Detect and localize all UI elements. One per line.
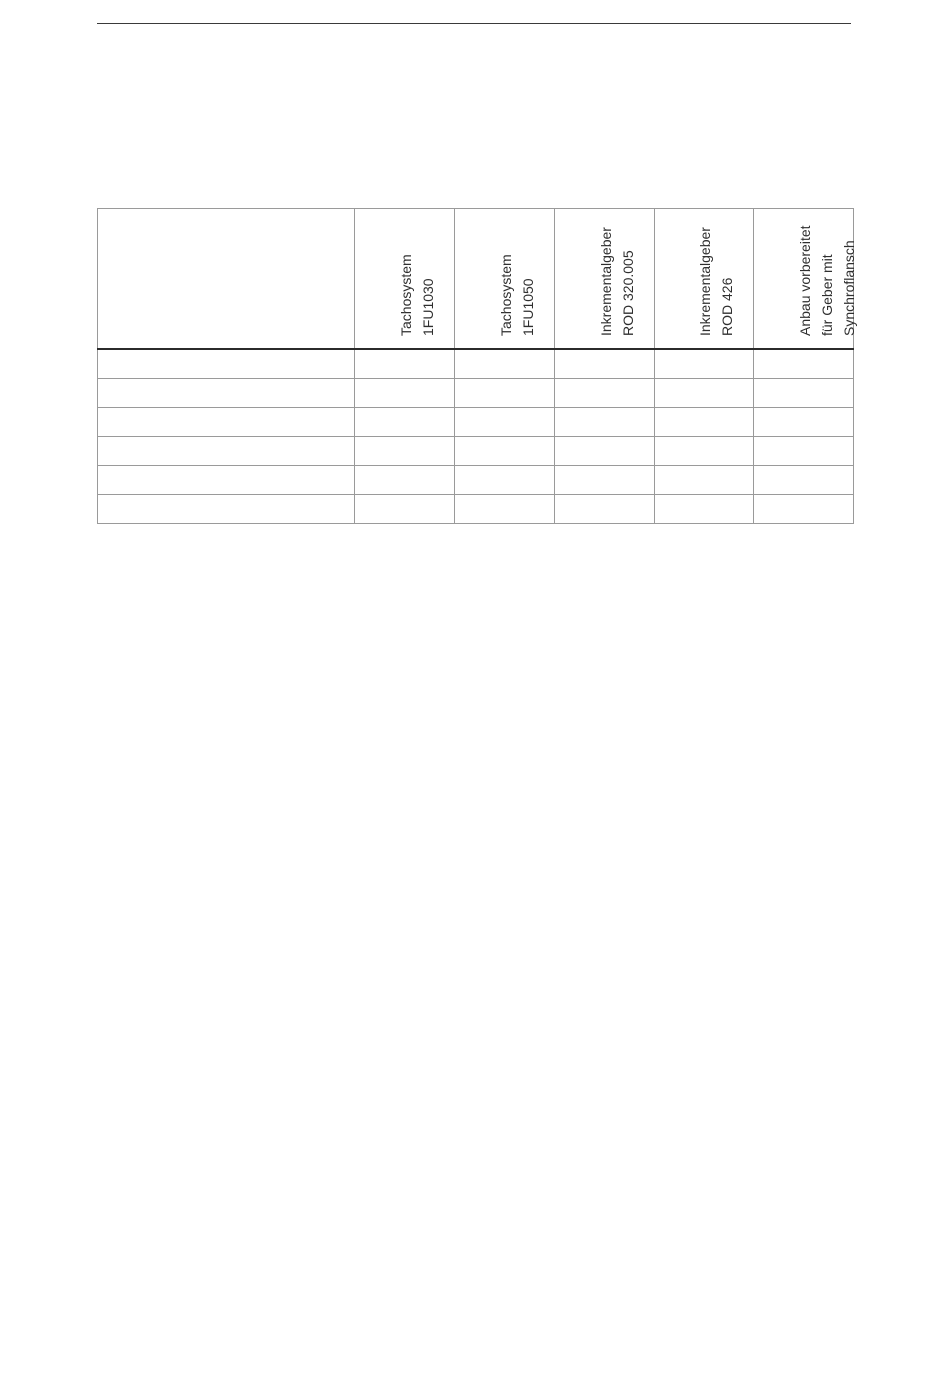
table-cell bbox=[355, 437, 455, 466]
table-cell bbox=[555, 379, 655, 408]
table-row bbox=[98, 437, 854, 466]
header-label: Inkrementalgeber ROD 320.005 bbox=[597, 227, 636, 336]
table-row bbox=[98, 379, 854, 408]
header-cell-inkrementalgeber-rod-320 bbox=[555, 209, 655, 350]
table-cell bbox=[754, 466, 854, 495]
table-cell bbox=[98, 495, 355, 524]
table-cell bbox=[455, 437, 555, 466]
header-label: Tachosystem 1FU1030 bbox=[397, 254, 436, 336]
table-cell bbox=[655, 379, 754, 408]
table-cell bbox=[754, 408, 854, 437]
header-cell-tachosystem-1fu1030 bbox=[355, 209, 455, 350]
table-cell bbox=[754, 437, 854, 466]
table-cell bbox=[555, 466, 655, 495]
table-row bbox=[98, 495, 854, 524]
table-cell bbox=[455, 495, 555, 524]
table-cell bbox=[355, 466, 455, 495]
table-cell bbox=[555, 495, 655, 524]
table-row bbox=[98, 466, 854, 495]
table-cell bbox=[655, 349, 754, 379]
table-cell bbox=[555, 408, 655, 437]
header-cell-inkrementalgeber-rod-426 bbox=[655, 209, 754, 350]
header-label: Tachosystem 1FU1050 bbox=[497, 254, 536, 336]
table-cell bbox=[455, 379, 555, 408]
table-cell bbox=[754, 379, 854, 408]
table-cell bbox=[754, 495, 854, 524]
table-cell bbox=[98, 466, 355, 495]
table-cell bbox=[655, 408, 754, 437]
header-cell-empty bbox=[98, 209, 355, 350]
table-cell bbox=[355, 349, 455, 379]
table-cell bbox=[98, 437, 355, 466]
table-cell bbox=[555, 349, 655, 379]
table-cell bbox=[455, 466, 555, 495]
table-cell bbox=[98, 408, 355, 437]
table-row bbox=[98, 408, 854, 437]
header-label: Inkrementalgeber ROD 426 bbox=[697, 227, 735, 336]
encoder-options-table bbox=[97, 208, 857, 524]
table-cell bbox=[655, 437, 754, 466]
table-cell bbox=[555, 437, 655, 466]
table-row bbox=[98, 349, 854, 379]
table-cell bbox=[655, 495, 754, 524]
table-cell bbox=[98, 349, 355, 379]
header-cell-tachosystem-1fu1050 bbox=[455, 209, 555, 350]
header-label: Anbau vorbereitet für Geber mit Synchroflansch bbox=[796, 225, 857, 336]
table-cell bbox=[455, 408, 555, 437]
table-cell bbox=[98, 379, 355, 408]
header-row bbox=[98, 209, 854, 350]
table-cell bbox=[655, 466, 754, 495]
table-cell bbox=[355, 495, 455, 524]
table-cell bbox=[355, 408, 455, 437]
header-cell-anbau-synchroflansch bbox=[754, 209, 857, 350]
top-rule bbox=[97, 23, 851, 24]
table-cell bbox=[754, 349, 854, 379]
table-cell bbox=[455, 349, 555, 379]
table-cell bbox=[355, 379, 455, 408]
